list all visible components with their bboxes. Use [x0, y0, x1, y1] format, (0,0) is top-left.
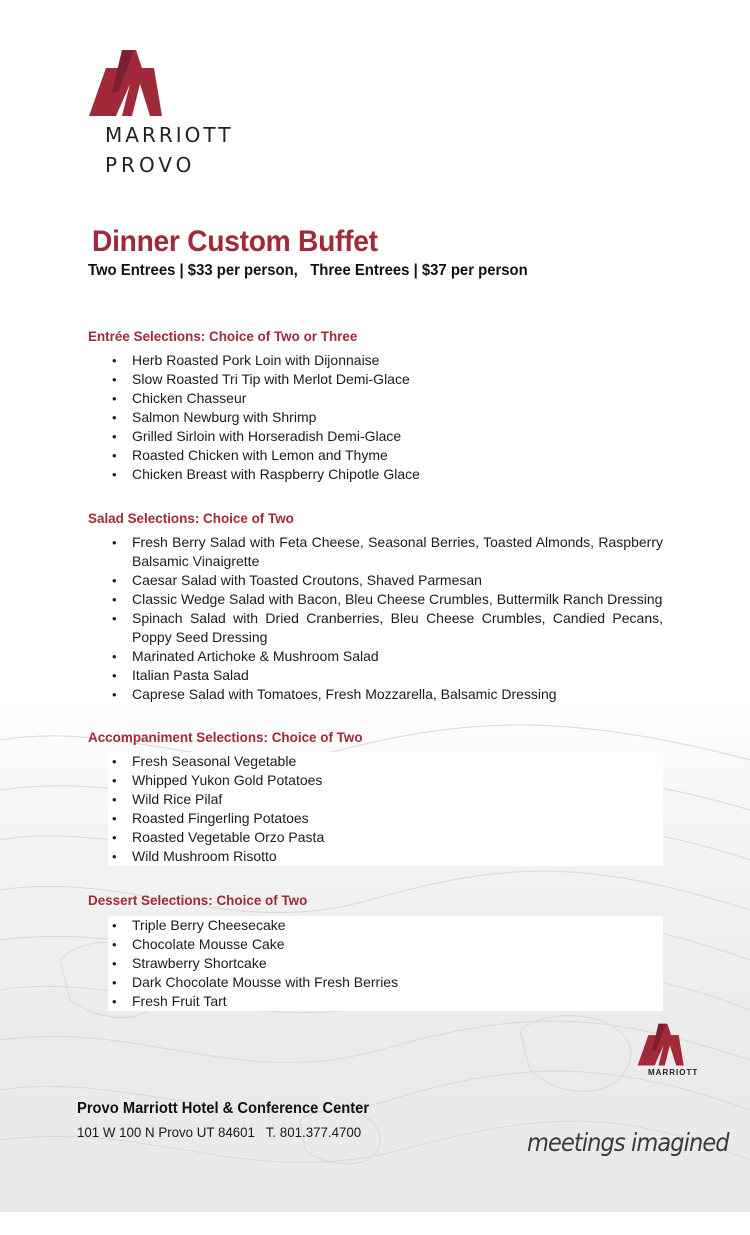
accompaniment-list	[108, 752, 663, 866]
list-item: • Roasted Fingerling Potatoes	[108, 809, 663, 828]
list-item: • Chocolate Mousse Cake	[108, 935, 663, 954]
list-item: • Chicken Breast with Raspberry Chipotle Glace	[108, 465, 663, 484]
list-item: • Grilled Sirloin with Horseradish Demi-Glace	[108, 427, 663, 446]
entree-list	[108, 351, 663, 484]
logo-location: PROVO	[105, 153, 196, 177]
accompaniment-heading: Accompaniment Selections: Choice of Two	[88, 729, 363, 745]
list-item: • Wild Rice Pilaf	[108, 790, 663, 809]
pricing-line: Two Entrees | $33 per person, Three Entrees | $37 per person	[88, 262, 528, 279]
small-logo-wordmark: MARRIOTT	[648, 1068, 699, 1077]
marriott-m-icon	[88, 44, 164, 120]
list-item: • Chicken Chasseur	[108, 389, 663, 408]
list-item: • Classic Wedge Salad with Bacon, Bleu Cheese Crumbles, Buttermilk Ranch Dressing	[108, 590, 663, 609]
list-item: • Fresh Seasonal Vegetable	[108, 752, 663, 771]
list-item: • Triple Berry Cheesecake	[108, 916, 663, 935]
dessert-heading: Dessert Selections: Choice of Two	[88, 892, 308, 908]
list-item: • Whipped Yukon Gold Potatoes	[108, 771, 663, 790]
list-item: • Strawberry Shortcake	[108, 954, 663, 973]
list-item: • Spinach Salad with Dried Cranberries, Bleu Cheese Crumbles, Candied Pecans, Poppy Seed Dressing	[108, 609, 663, 647]
list-item: • Dark Chocolate Mousse with Fresh Berries	[108, 973, 663, 992]
list-item: • Herb Roasted Pork Loin with Dijonnaise	[108, 351, 663, 370]
list-item: • Marinated Artichoke & Mushroom Salad	[108, 647, 663, 666]
list-item: • Caprese Salad with Tomatoes, Fresh Mozzarella, Balsamic Dressing	[108, 685, 663, 704]
list-item: • Slow Roasted Tri Tip with Merlot Demi-Glace	[108, 370, 663, 389]
page-title: Dinner Custom Buffet	[92, 225, 378, 258]
meetings-imagined-tagline: meetings imagined	[527, 1128, 729, 1157]
list-item: • Roasted Vegetable Orzo Pasta	[108, 828, 663, 847]
entree-heading: Entrée Selections: Choice of Two or Three	[88, 328, 358, 344]
salad-list	[108, 533, 663, 704]
marriott-m-icon	[636, 1020, 686, 1068]
bottom-margin	[0, 1212, 750, 1235]
dessert-list	[108, 916, 663, 1011]
venue-name: Provo Marriott Hotel & Conference Center	[77, 1100, 370, 1117]
list-item: • Wild Mushroom Risotto	[108, 847, 663, 866]
salad-heading: Salad Selections: Choice of Two	[88, 510, 294, 526]
logo-wordmark: MARRIOTT	[105, 123, 234, 147]
venue-address: 101 W 100 N Provo UT 84601 T. 801.377.4700	[77, 1124, 362, 1140]
list-item: • Italian Pasta Salad	[108, 666, 663, 685]
list-item: • Fresh Berry Salad with Feta Cheese, Seasonal Berries, Toasted Almonds, Raspberry Balsamic Vinaigrette	[108, 533, 663, 571]
list-item: • Caesar Salad with Toasted Croutons, Shaved Parmesan	[108, 571, 663, 590]
list-item: • Salmon Newburg with Shrimp	[108, 408, 663, 427]
list-item: • Roasted Chicken with Lemon and Thyme	[108, 446, 663, 465]
list-item: • Fresh Fruit Tart	[108, 992, 663, 1011]
